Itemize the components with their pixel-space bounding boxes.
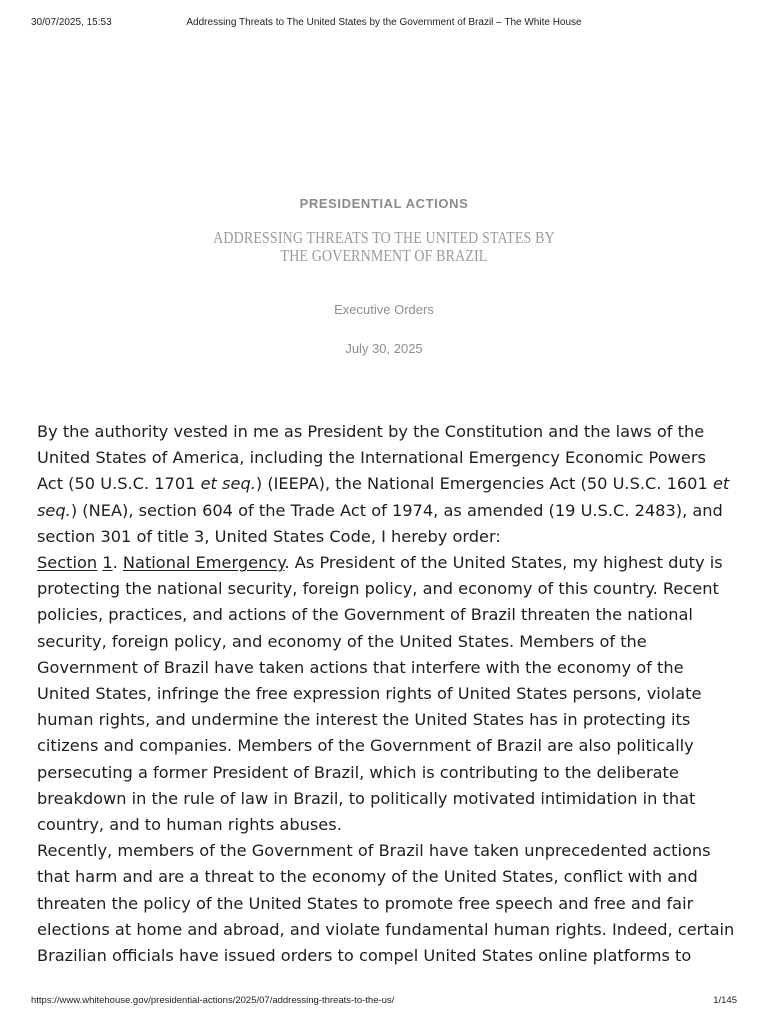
print-footer (31, 995, 737, 1009)
preamble-italic-2: et seq. (37, 474, 730, 520)
section-heading: National Emergency (122, 553, 285, 573)
document-type: Executive Orders (334, 302, 434, 317)
preamble-text-2: ) (IEEPA), the National Emergencies Act (50 U.S.C. 1601 (255, 474, 713, 494)
title-line-1: ADDRESSING THREATS TO THE UNITED STATES BY (213, 228, 555, 247)
section-1-text: . As President of the United States, my highest duty is protecting the national security, foreign policy, and economy of this country. Recent policies, practices, and actions of the Government of Brazil threaten the national security, foreign policy, and economy of the United States. Members of the Government of Brazil have taken actions that interfere with the economy of the United States, infringe the free expression rights of United States persons, violate human rights, and undermine the interest the United States has in protecting its citizens and companies. Members of the Government of Brazil are also politically persecuting a former President of Brazil, which is contributing to the deliberate breakdown in the rule of law in Brazil, to politically motivated intimidation in that country, and to human rights abuses. (37, 553, 723, 835)
section-label: Section (37, 553, 98, 573)
preamble-text-3: ) (NEA), section 604 of the Trade Act of 1974, as amended (19 U.S.C. 2483), and section 301 of title 3, United States Code, I hereby order: (37, 500, 723, 546)
paragraph-section-1 (37, 550, 737, 838)
article-body (37, 419, 737, 969)
publish-date: July 30, 2025 (345, 341, 423, 356)
preamble-text-1: By the authority vested in me as President by the Constitution and the laws of the United States of America, including the International Emergency Economic Powers Act (50 U.S.C. 1701 (37, 422, 706, 494)
page-number: 1/145 (713, 995, 737, 1006)
category-label: PRESIDENTIAL ACTIONS (299, 196, 469, 211)
print-document-title: Addressing Threats to The United States by the Government of Brazil – The White House (186, 17, 582, 28)
paragraph-recently: Recently, members of the Government of Brazil have taken unprecedented actions that harm and are a threat to the economy of the United States, conflict with and threaten the policy of the United States to promote free speech and free and fair elections at home and abroad, and violate fundamental human rights. Indeed, certain Brazilian officials have issued orders to compel United States online platforms to (37, 841, 735, 966)
print-header (31, 17, 737, 31)
page-title (192, 229, 576, 265)
print-datetime: 30/07/2025, 15:53 (31, 17, 112, 28)
paragraph-preamble (37, 419, 737, 550)
preamble-italic-1: et seq. (200, 474, 256, 494)
section-number: 1 (102, 553, 113, 573)
section-separator: . (112, 553, 123, 573)
title-line-2: THE GOVERNMENT OF BRAZIL (280, 246, 488, 265)
page-url: https://www.whitehouse.gov/presidential-actions/2025/07/addressing-threats-to-the-us/ (31, 995, 395, 1006)
